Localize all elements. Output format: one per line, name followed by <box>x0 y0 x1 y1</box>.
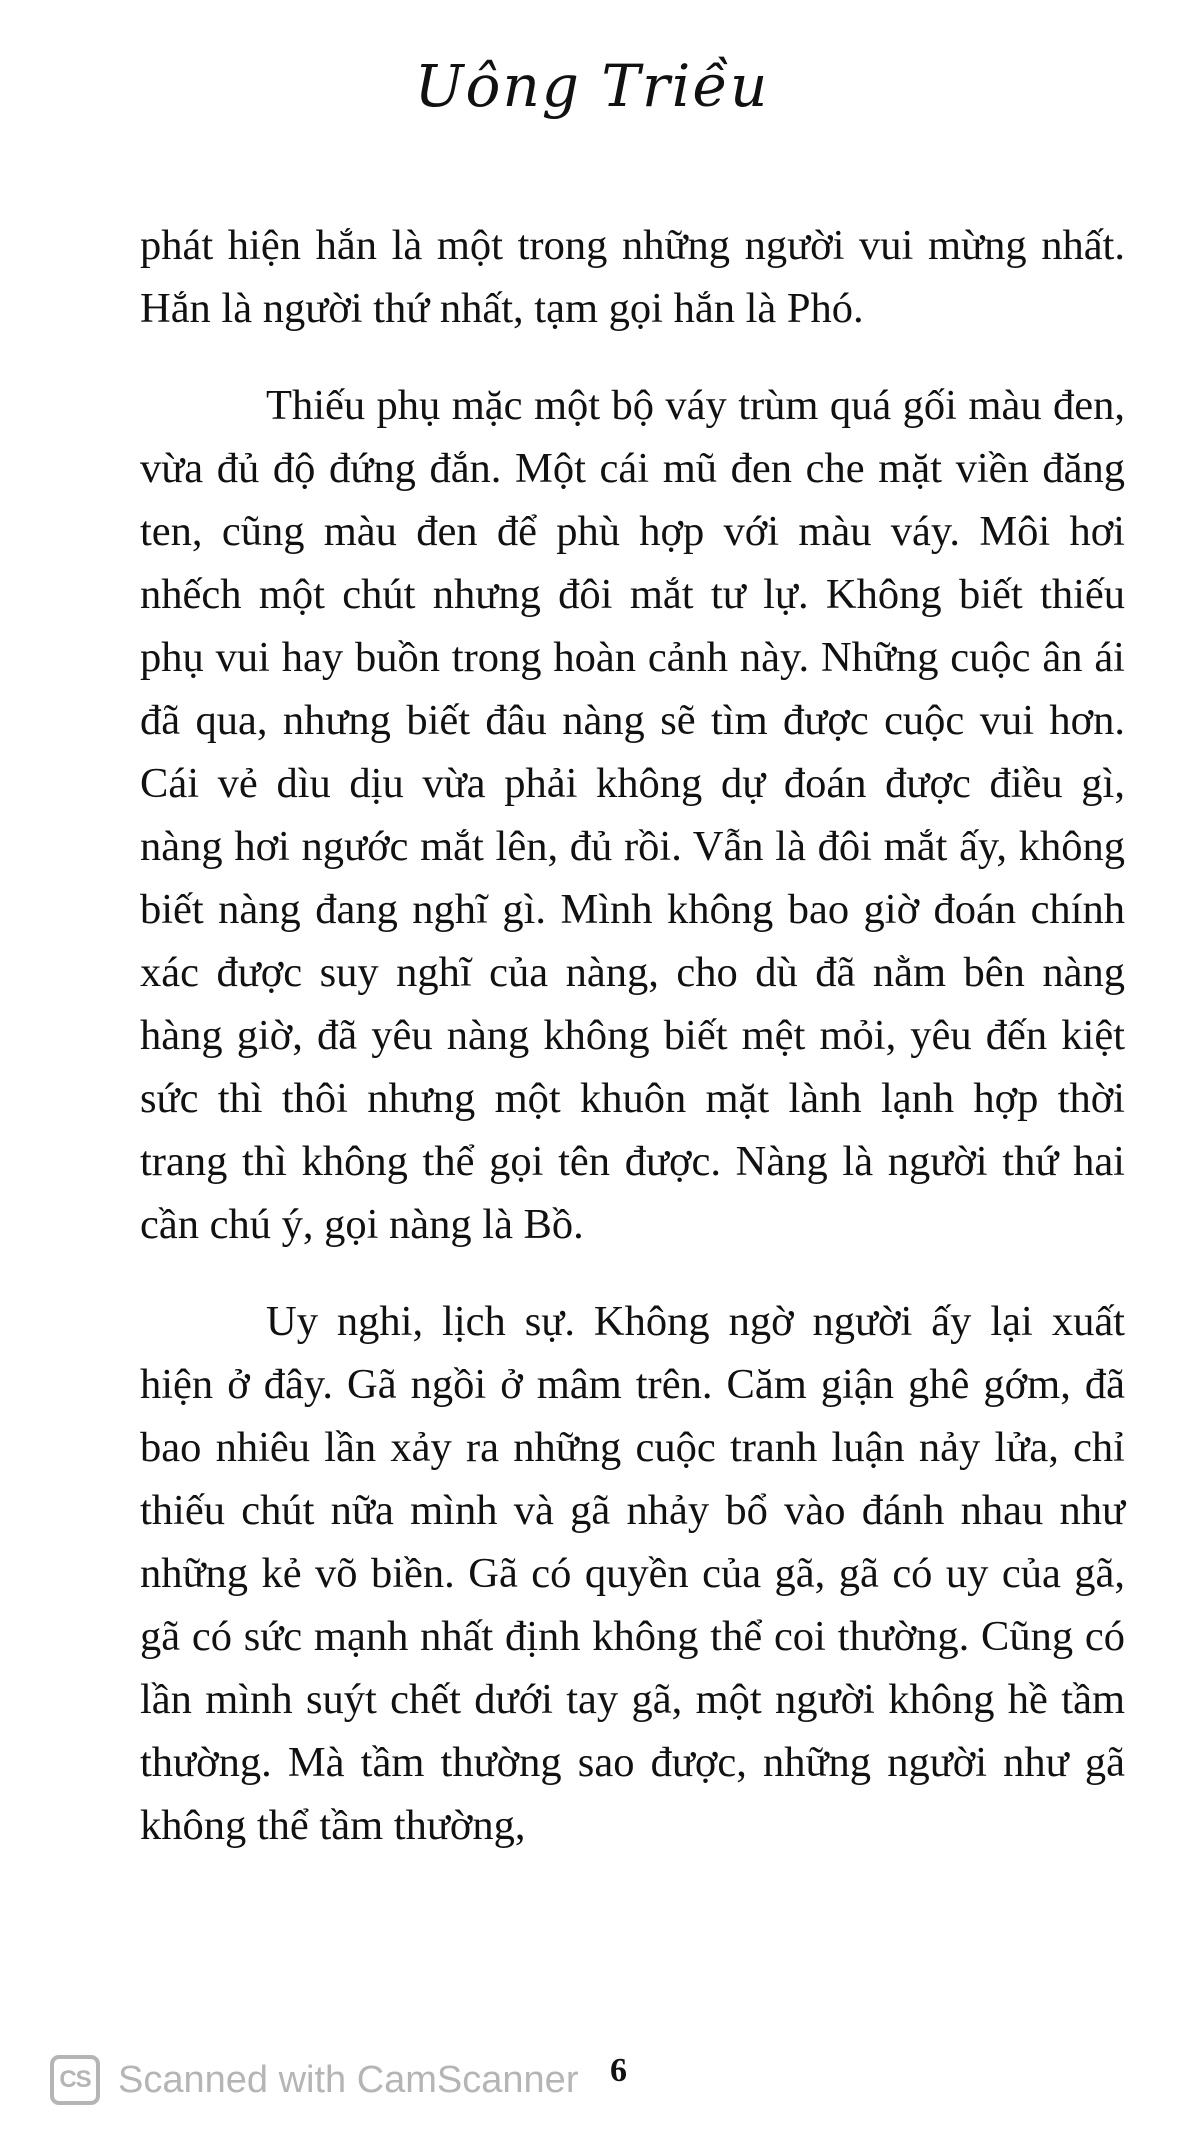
scanner-watermark <box>50 2050 578 2110</box>
paragraph-3: Uy nghi, lịch sự. Không ngờ người ấy lại xuất hiện ở đây. Gã ngồi ở mâm trên. Căm giận ghê gớm, đã bao nhiêu lần xảy ra những cuộc tranh luận nảy lửa, chỉ thiếu chút nữa mình và gã nhảy bổ vào đánh nhau như những kẻ võ biền. Gã có quyền của gã, gã có uy của gã, gã có sức mạnh nhất định không thể coi thường. Cũng có lần mình suýt chết dưới tay gã, một người không hề tầm thường. Mà tầm thường sao được, những người như gã không thể tầm thường, <box>140 1298 1125 1849</box>
paragraph-2: Thiếu phụ mặc một bộ váy trùm quá gối màu đen, vừa đủ độ đứng đắn. Một cái mũ đen che mặt viền đăng ten, cũng màu đen để phù hợp với màu váy. Môi hơi nhếch một chút nhưng đôi mắt tư lự. Không biết thiếu phụ vui hay buồn trong hoàn cảnh này. Những cuộc ân ái đã qua, nhưng biết đâu nàng sẽ tìm được cuộc vui hơn. Cái vẻ dìu dịu vừa phải không dự đoán được điều gì, nàng hơi ngước mắt lên, đủ rồi. Vẫn là đôi mắt ấy, không biết nàng đang nghĩ gì. Mình không bao giờ đoán chính xác được suy nghĩ của nàng, cho dù đã nằm bên nàng hàng giờ, đã yêu nàng không biết mệt mỏi, yêu đến kiệt sức thì thôi nhưng một khuôn mặt lành lạnh hợp thời trang thì không thể gọi tên được. Nàng là người thứ hai cần chú ý, gọi nàng là Bồ. <box>140 382 1125 1248</box>
running-head-author: Uông Triều <box>414 52 770 120</box>
page-number: 6 <box>610 2052 627 2089</box>
body-text <box>140 214 1125 1857</box>
camscanner-logo-icon: CS <box>50 2055 100 2105</box>
paragraph-1: phát hiện hắn là một trong những người vui mừng nhất. Hắn là người thứ nhất, tạm gọi hắn là Phó. <box>140 222 1125 332</box>
watermark-text: Scanned with CamScanner <box>118 2058 579 2101</box>
